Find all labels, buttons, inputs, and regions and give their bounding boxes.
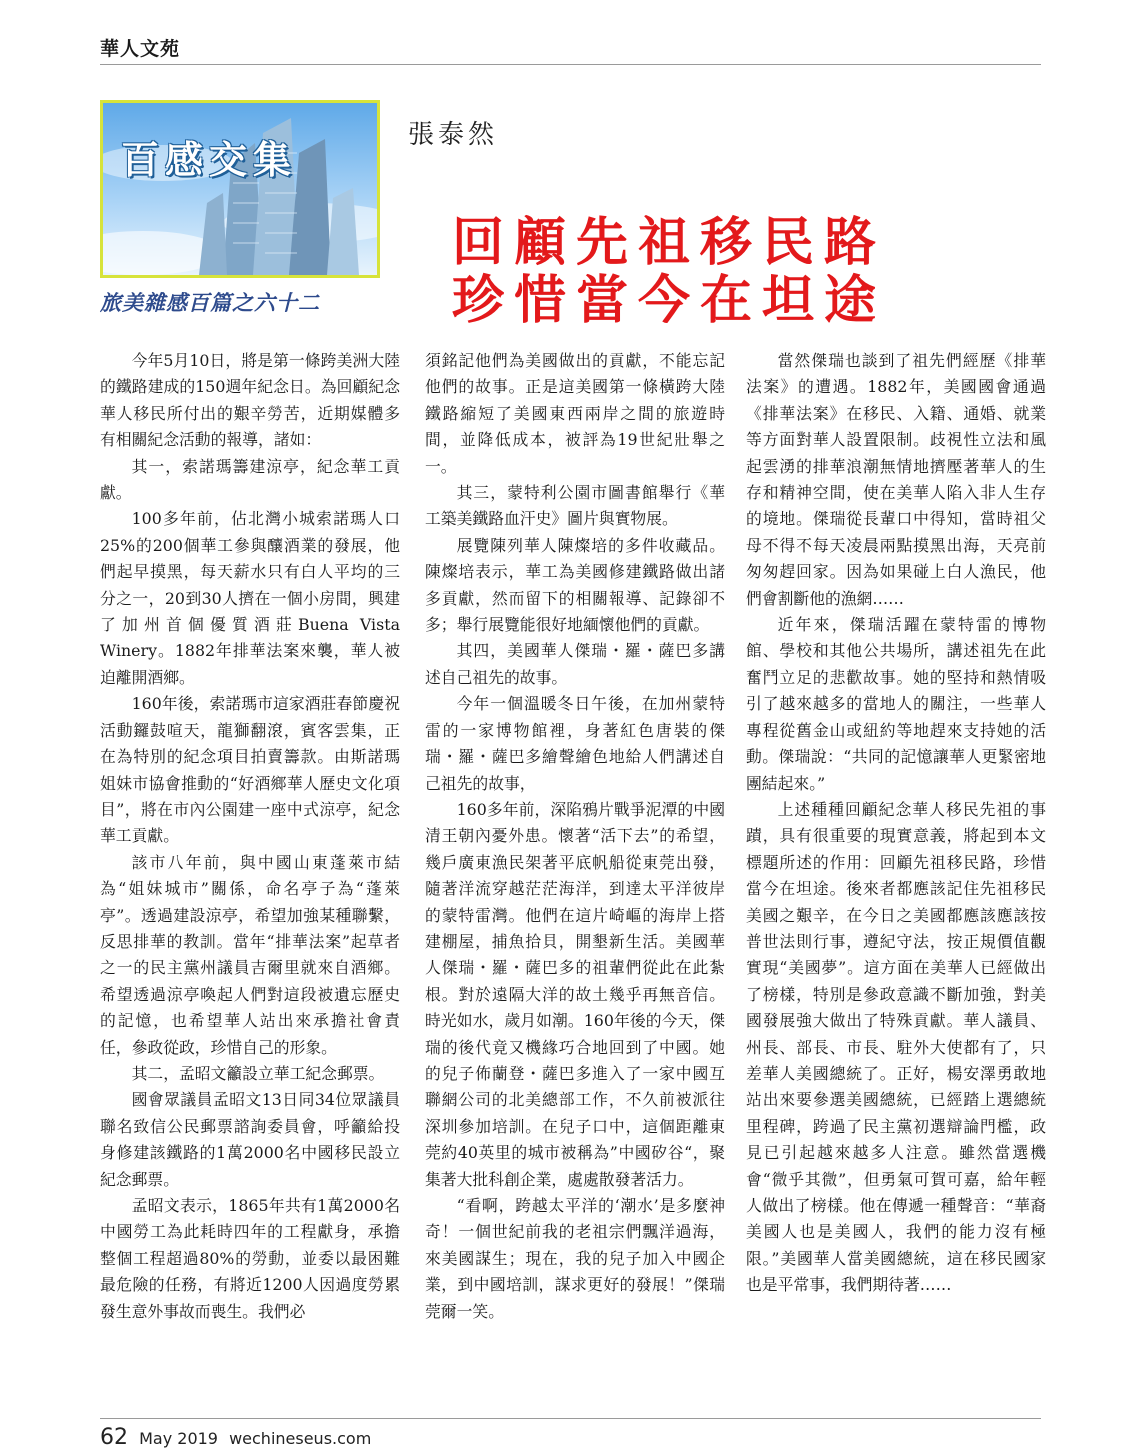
paragraph: 160多年前，深陷鴉片戰爭泥潭的中國清王朝內憂外患。懷著“活下去”的希望，幾戶廣東漁民架著平底帆船從東莞出發，隨著洋流穿越茫茫海洋，到達太平洋彼岸的蒙特雷灣。他們在這片崎嶇的海岸上搭建棚屋，捕魚拾貝，開墾新生活。美國華人傑瑞・羅・薩巴多的祖輩們從此在此紮根。對於遠隔大洋的故土幾乎再無音信。時光如水，歲月如潮。160年後的今天，傑瑞的後代竟又機緣巧合地回到了中國。她的兒子佈蘭登・薩巴多進入了一家中國互聯網公司的北美總部工作，不久前被派往深圳參加培訓。在兒子口中，這個距離東莞約40英里的城市被稱為”中國矽谷“，聚集著大批科創企業，處處散發著活力。 — [425, 799, 725, 1189]
paragraph: 孟昭文表示，1865年共有1萬2000名中國勞工為此耗時四年的工程獻身，承擔整個工程超過80%的勞動，並委以最困難最危險的任務，有將近1200人因過度勞累發生意外事故而喪生。我們必 — [100, 1196, 400, 1321]
paragraph: 國會眾議員孟昭文13日同34位眾議員聯名致信公民郵票諮詢委員會，呼籲給投身修建該鐵路的1萬2000名中國移民設立紀念郵票。 — [100, 1090, 400, 1189]
paragraph: 近年來，傑瑞活躍在蒙特雷的博物館、學校和其他公共場所，講述祖先在此奮鬥立足的悲歡故事。她的堅持和熱情吸引了越來越多的當地人的關注，一些華人專程從舊金山或紐約等地趕來支持她的活動。傑瑞說：“共同的記憶讓華人更緊密地團結起來。” — [746, 615, 1046, 793]
author-name: 張泰然 — [408, 120, 499, 150]
paragraph: 其一，索諾瑪籌建涼亭，紀念華工貢獻。 — [100, 456, 400, 503]
page-number: 62 — [100, 1425, 128, 1450]
paragraph: 其四，美國華人傑瑞・羅・薩巴多講述自己祖先的故事。 — [425, 641, 725, 687]
series-caption: 旅美雜感百篇之六十二 — [100, 290, 320, 315]
website: wechineseus.com — [229, 1429, 372, 1448]
section-title: 華人文苑 — [100, 38, 181, 60]
paragraph: 其二，孟昭文籲設立華工紀念郵票。 — [131, 1063, 385, 1083]
footer-rule — [100, 1418, 1041, 1419]
paragraph: 今年5月10日，將是第一條跨美洲大陸的鐵路建成的150週年紀念日。為回顧紀念華人移民所付出的艱辛勞苦，近期媒體多有相關紀念活動的報導，諸如： — [100, 351, 400, 450]
paragraph: 其三，蒙特利公園市圖書館舉行《華工築美鐵路血汗史》圖片與實物展。 — [425, 483, 725, 529]
paragraph: 100多年前，佔北灣小城索諾瑪人口25%的200個華工參與釀酒業的發展，他們起早摸黑，每天薪水只有白人平均的三分之一，20到30人擠在一個小房間，興建了加州首個優質酒莊Buena Vista Winery。1882年排華法案來襲，華人被迫離開酒鄉。 — [100, 509, 400, 687]
article-column-1 — [100, 348, 400, 1325]
paragraph: “看啊，跨越太平洋的‘潮水’是多麼神奇！一個世紀前我的老祖宗們飄洋過海，來美國謀生；現在，我的兒子加入中國企業，到中國培訓，謀求更好的發展！”傑瑞莞爾一笑。 — [425, 1196, 725, 1321]
page-footer — [100, 1425, 371, 1450]
paragraph: 今年一個溫暖冬日午後，在加州蒙特雷的一家博物館裡，身著紅色唐裝的傑瑞・羅・薩巴多繪聲繪色地給人們講述自己祖先的故事， — [425, 694, 725, 793]
paragraph: 該市八年前，與中國山東蓬萊市結為“姐妹城市”關係，命名亭子為“蓬萊亭”。透過建設涼亭，希望加強某種聯繫，反思排華的教訓。當年“排華法案”起草者之一的民主黨州議員吉爾里就來自酒鄉。希望透過涼亭喚起人們對這段被遺忘歷史的記憶，也希望華人站出來承擔社會責任，參政從政，珍惜自己的形象。 — [100, 852, 400, 1057]
paragraph: 展覽陳列華人陳燦培的多件收藏品。陳燦培表示，華工為美國修建鐵路做出諸多貢獻，然而留下的相關報導、記錄卻不多；舉行展覽能很好地緬懷他們的貢獻。 — [425, 535, 725, 635]
header-rule — [100, 64, 1041, 65]
paragraph-continued: 須銘記他們為美國做出的貢獻，不能忘記他們的故事。正是這美國第一條橫跨大陸鐵路縮短了美國東西兩岸之間的旅遊時間，並降低成本，被評為19世紀壯舉之一。 — [425, 351, 725, 476]
paragraph: 上述種種回顧紀念華人移民先祖的事蹟，具有很重要的現實意義，將起到本文標題所述的作用：回顧先祖移民路，珍惜當今在坦途。後來者都應該記住先祖移民美國之艱辛，在今日之美國都應該應該按普世法則行事，遵紀守法，按正規價值觀實現“美國夢”。這方面在美華人已經做出了榜樣，特別是參政意識不斷加強，對美國發展強大做出了特殊貢獻。華人議員、州長、部長、市長、駐外大使都有了，只差華人美國總統了。正好，楊安澤勇敢地站出來要參選美國總統，已經踏上選總統里程碑，跨過了民主黨初選辯論門檻，政見已引起越來越多人注意。雖然當選機會“微乎其微”，但勇氣可賀可嘉，給年輕人做出了榜樣。他在傳遞一種聲音：“華裔美國人也是美國人，我們的能力沒有極限。”美國華人當美國總統，這在移民國家也是平常事，我們期待著…… — [746, 799, 1046, 1295]
article-column-2 — [425, 348, 725, 1325]
headline-line-1: 回顧先祖移民路 — [452, 213, 887, 273]
paragraph: 160年後，索諾瑪市這家酒莊春節慶祝活動鑼鼓喧天，龍獅翻滾，賓客雲集，正在為特別的紀念項目拍賣籌款。由斯諾瑪姐妹市協會推動的“好酒鄉華人歷史文化項目”，將在市內公園建一座中式涼亭，紀念華工貢獻。 — [100, 694, 400, 846]
issue-date: May 2019 — [139, 1429, 218, 1448]
headline-line-2: 珍惜當今在坦途 — [452, 271, 887, 331]
column-logo-title: 百感交集 — [121, 137, 298, 182]
paragraph: 當然傑瑞也談到了祖先們經歷《排華法案》的遭遇。1882年，美國國會通過《排華法案》在移民、入籍、通婚、就業等方面對華人設置限制。歧視性立法和風起雲湧的排華浪潮無情地擠壓著華人的生存和精神空間，使在美華人陷入非人生存的境地。傑瑞從長輩口中得知，當時祖父母不得不每天凌晨兩點摸黑出海，天亮前匆匆趕回家。因為如果碰上白人漁民，他們會割斷他的漁網…… — [746, 351, 1046, 608]
article-column-3 — [746, 348, 1046, 1299]
column-logo — [100, 100, 380, 278]
